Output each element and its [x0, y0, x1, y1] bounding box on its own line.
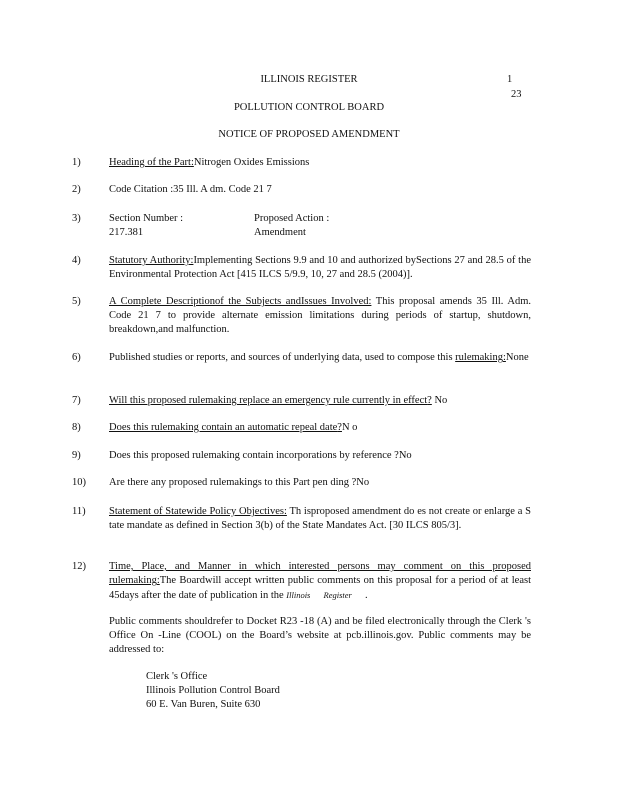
- item-8: [109, 421, 531, 435]
- item-text: Implementing Sections 9.9 and 10 and authorized bySections 27 and 28.5 of the Environmental Protection Act [415 ILCS 5/9.9, 10, 27 and 28.5 (2004)].: [109, 255, 532, 281]
- item-separator: ?: [337, 422, 342, 433]
- item-number: 5): [72, 296, 81, 307]
- publication-name: Illinois: [286, 590, 311, 601]
- item-text: No: [434, 395, 448, 406]
- item-separator: :: [502, 352, 506, 363]
- item-separator: :: [190, 157, 194, 168]
- item-number: 4): [72, 255, 81, 266]
- item-number: 2): [72, 184, 81, 195]
- item-1: [109, 156, 531, 170]
- item-text: N o: [341, 422, 358, 433]
- item-number: 1): [72, 157, 81, 168]
- address-line-2: Illinois Pollution Control Board: [146, 685, 280, 696]
- item-12: [109, 560, 531, 604]
- item-text: This proposal amends 35 Ill. Adm. Code 21 7 to provide alternate emission limitations during periods of startup, shutdown, breakdown,and malfunction.: [109, 296, 532, 336]
- item-10: Are there any proposed rulemakings to this Part pen ding ?No: [109, 477, 370, 488]
- item-end: .: [364, 590, 368, 602]
- section-number-value: 217.381: [109, 227, 144, 238]
- item-number: 6): [72, 352, 81, 363]
- item-number: 11): [72, 506, 86, 517]
- item-11: [109, 505, 531, 533]
- item-number: 12): [72, 561, 86, 572]
- item-separator: :: [368, 296, 372, 307]
- item-9: Does this proposed rulemaking contain incorporations by reference ?No: [109, 450, 412, 461]
- proposed-action-value: Amendment: [254, 227, 306, 238]
- item-pre-text: Published studies or reports, and sources of underlying data, used to compose this: [109, 352, 453, 363]
- item-5: [109, 295, 531, 338]
- item-heading: Heading of the Part: [109, 157, 191, 168]
- page-number-top: 1: [507, 74, 513, 85]
- item-heading: rulemaking: [455, 352, 503, 363]
- page-number-bottom: 23: [511, 89, 522, 100]
- item-2: Code Citation :35 Ill. A dm. Code 21 7: [109, 184, 272, 195]
- item-separator: :: [283, 506, 287, 517]
- item-heading: Statement of Statewide Policy Objectives: [109, 506, 284, 517]
- agency-title: POLLUTION CONTROL BOARD: [233, 102, 385, 113]
- item-text: The Boardwill accept written public comments on this proposal for a period of at least 45days after the date of publication in the: [109, 575, 531, 602]
- item-separator: ?: [427, 395, 432, 406]
- public-comments-paragraph: Public comments shouldrefer to Docket R23 -18 (A) and be filed electronically through the Clerk 's Office On -Line (COOL) on the Board’s website at pcb.illinois.gov. Public comments may be addressed to:: [109, 616, 531, 656]
- item-number: 8): [72, 422, 81, 433]
- publication-name-2: Register: [323, 590, 352, 601]
- item-number: 3): [72, 213, 81, 224]
- item-heading: Statutory Authority: [109, 255, 191, 266]
- item-number: 10): [72, 477, 86, 488]
- item-heading: Time, Place, and Manner in which interested persons may comment on this proposed rulemaking: [109, 561, 531, 587]
- item-number: 7): [72, 395, 81, 406]
- item-separator: :: [156, 575, 160, 587]
- item-4: [109, 254, 531, 282]
- item-text: Th isproposed amendment do es not create or enlarge a S tate mandate as defined in Section 3(b) of the State Mandates Act. [30 ILCS 805/3].: [109, 506, 531, 532]
- section-number-label: Section Number :: [109, 213, 184, 224]
- register-title: ILLINOIS REGISTER: [260, 74, 358, 85]
- item-heading: Will this proposed rulemaking replace an emergency rule currently in effect: [109, 395, 428, 406]
- item-6: [109, 351, 531, 365]
- item-separator: :: [190, 255, 194, 266]
- item-heading: Does this rulemaking contain an automatic repeal date: [109, 422, 338, 433]
- item-text: Nitrogen Oxides Emissions: [193, 157, 310, 168]
- item-text: None: [505, 352, 529, 363]
- address-line-3: 60 E. Van Buren, Suite 630: [146, 699, 261, 710]
- item-7: [109, 394, 531, 408]
- proposed-action-label: Proposed Action :: [254, 213, 330, 224]
- address-line-1: Clerk 's Office: [146, 671, 208, 682]
- item-number: 9): [72, 450, 81, 461]
- notice-title: NOTICE OF PROPOSED AMENDMENT: [218, 129, 400, 140]
- item-heading: A Complete Descriptionof the Subjects andIssues Involved: [109, 296, 369, 307]
